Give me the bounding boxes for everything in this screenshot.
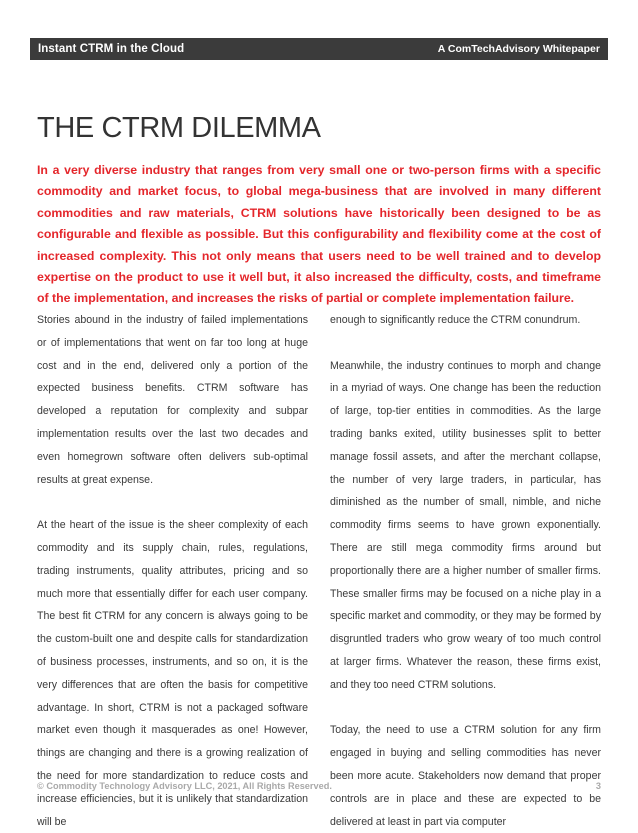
body-paragraph: enough to significantly reduce the CTRM conundrum. — [330, 314, 581, 326]
right-column — [330, 309, 601, 833]
body-paragraph: Stories abound in the industry of failed implementations or of implementations that went on far too long at huge cost and in the end, delivered only a portion of the expected business benefits. CTRM software has developed a reputation for complexity and subpar implementation results over the last two decades and even homegrown software often delivers sub-optimal results at great expense. — [37, 314, 308, 486]
intro-paragraph: In a very diverse industry that ranges from very small one or two-person firms with a specific commodity and market focus, to global mega-business that are involved in many different commodities and raw materials, CTRM solutions have historically been designed to be as configurable and flexible as possible. But this configurability and flexibility come at the cost of increased complexity. This not only means that users need to be well trained and to develop expertise on the product to use it well but, it also increased the difficulty, costs, and timeframe of the implementation, and increases the risks of partial or complete implementation failure. — [37, 163, 601, 306]
page-number: 3 — [595, 781, 601, 791]
body-paragraph: Meanwhile, the industry continues to morph and change in a myriad of ways. One change has been the reduction of large, top-tier entities in commodities. As the large trading banks exited, utility businesses split to better manage fossil assets, and after the merchant collapse, the number of very large traders, in particular, has diminished as the number of small, nimble, and niche commodity firms seems to have grown exponentially. There are still mega commodity firms around but proportionally there are a higher number of smaller firms. These smaller firms may be focused on a niche play in a specific market and commodity, or they may be formed by disgruntled traders who grow weary of too much control at larger firms. Whatever the reason, these firms exist, and they too need CTRM solutions. — [330, 359, 601, 691]
left-column — [37, 309, 308, 833]
body-paragraph: At the heart of the issue is the sheer complexity of each commodity and its supply chain, rules, regulations, trading instruments, quality attributes, pricing and so much more that essentially differ for each user company. The best fit CTRM for any concern is always going to be the custom-built one and despite calls for standardization of business processes, instruments, and so on, it is the very differences that are often the basis for competitive advantage. In short, CTRM is not a packaged software market even though it masquerades as one! However, things are changing and there is a growing realization of the need for more standardization to reduce costs and increase efficiencies, but it is unlikely that standardization will be — [37, 519, 308, 828]
page-footer — [37, 781, 601, 791]
document-series-title: Instant CTRM in the Cloud — [38, 43, 185, 55]
header-bar — [30, 38, 608, 60]
whitepaper-label: A ComTechAdvisory Whitepaper — [437, 43, 600, 55]
copyright-notice: © Commodity Technology Advisory LLC, 2021, All Rights Reserved. — [37, 781, 332, 791]
body-paragraph: Today, the need to use a CTRM solution for any firm engaged in buying and selling commodities has never been more acute. Stakeholders now demand that proper controls are in place and these are expected to be delivered at least in part via computer — [330, 724, 601, 828]
page-title: THE CTRM DILEMMA — [37, 112, 321, 144]
